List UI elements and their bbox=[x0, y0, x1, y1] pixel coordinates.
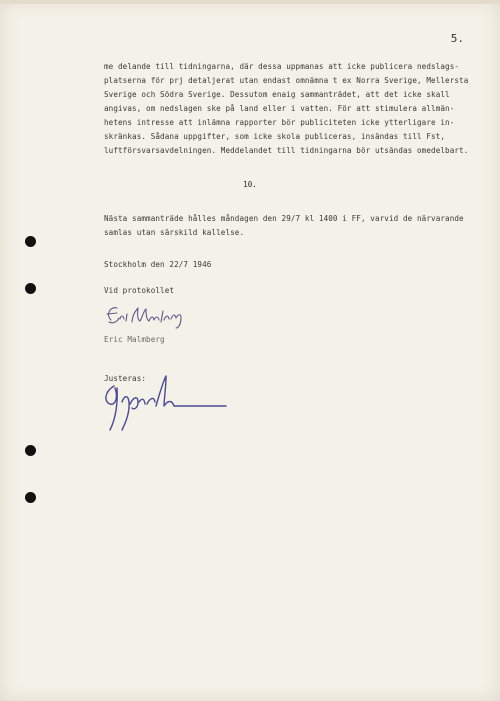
page-number: 5. bbox=[450, 32, 464, 45]
text-line: hetens intresse att inlämna rapporter bör publiciteten icke ytterligare in- bbox=[104, 118, 455, 127]
text-line: Nästa sammanträde hålles måndagen den 29/7 kl 1400 i FF, varvid de närvarande bbox=[104, 214, 464, 223]
text-line: me delande till tidningarna, där dessa uppmanas att icke publicera nedslags- bbox=[104, 62, 460, 71]
section-number: 10. bbox=[243, 180, 257, 189]
secretary-signature bbox=[103, 300, 203, 330]
protokoll-label: Vid protokollet bbox=[104, 286, 175, 295]
paragraph-press-release bbox=[104, 60, 470, 158]
paragraph-next-meeting bbox=[104, 212, 470, 240]
secretary-name: Eric Malmberg bbox=[104, 335, 165, 344]
justeras-label: Justeras: bbox=[104, 374, 147, 383]
text-line: luftförsvarsavdelningen. Meddelandet till tidningarna bör utsändas omedelbart. bbox=[104, 146, 469, 155]
paper-top-edge bbox=[0, 0, 500, 4]
approver-signature bbox=[100, 372, 232, 444]
punch-hole bbox=[25, 445, 36, 456]
date-line: Stockholm den 22/7 1946 bbox=[104, 260, 212, 269]
text-line: skränkas. Sådana uppgifter, som icke skola publiceras, insändas till Fst, bbox=[104, 132, 446, 141]
text-line: Sverige och Södra Sverige. Dessutom enaig sammanträdet, att det icke skall bbox=[104, 90, 450, 99]
text-line: samlas utan särskild kallelse. bbox=[104, 228, 245, 237]
text-line: angivas, om nedslagen ske på land eller i vatten. För att stimulera allmän- bbox=[104, 104, 455, 113]
text-line: platserna för prj detaljerat utan endast omnämna t ex Norra Sverige, Mellersta bbox=[104, 76, 469, 85]
punch-hole bbox=[25, 236, 36, 247]
punch-hole bbox=[25, 492, 36, 503]
punch-hole bbox=[25, 283, 36, 294]
